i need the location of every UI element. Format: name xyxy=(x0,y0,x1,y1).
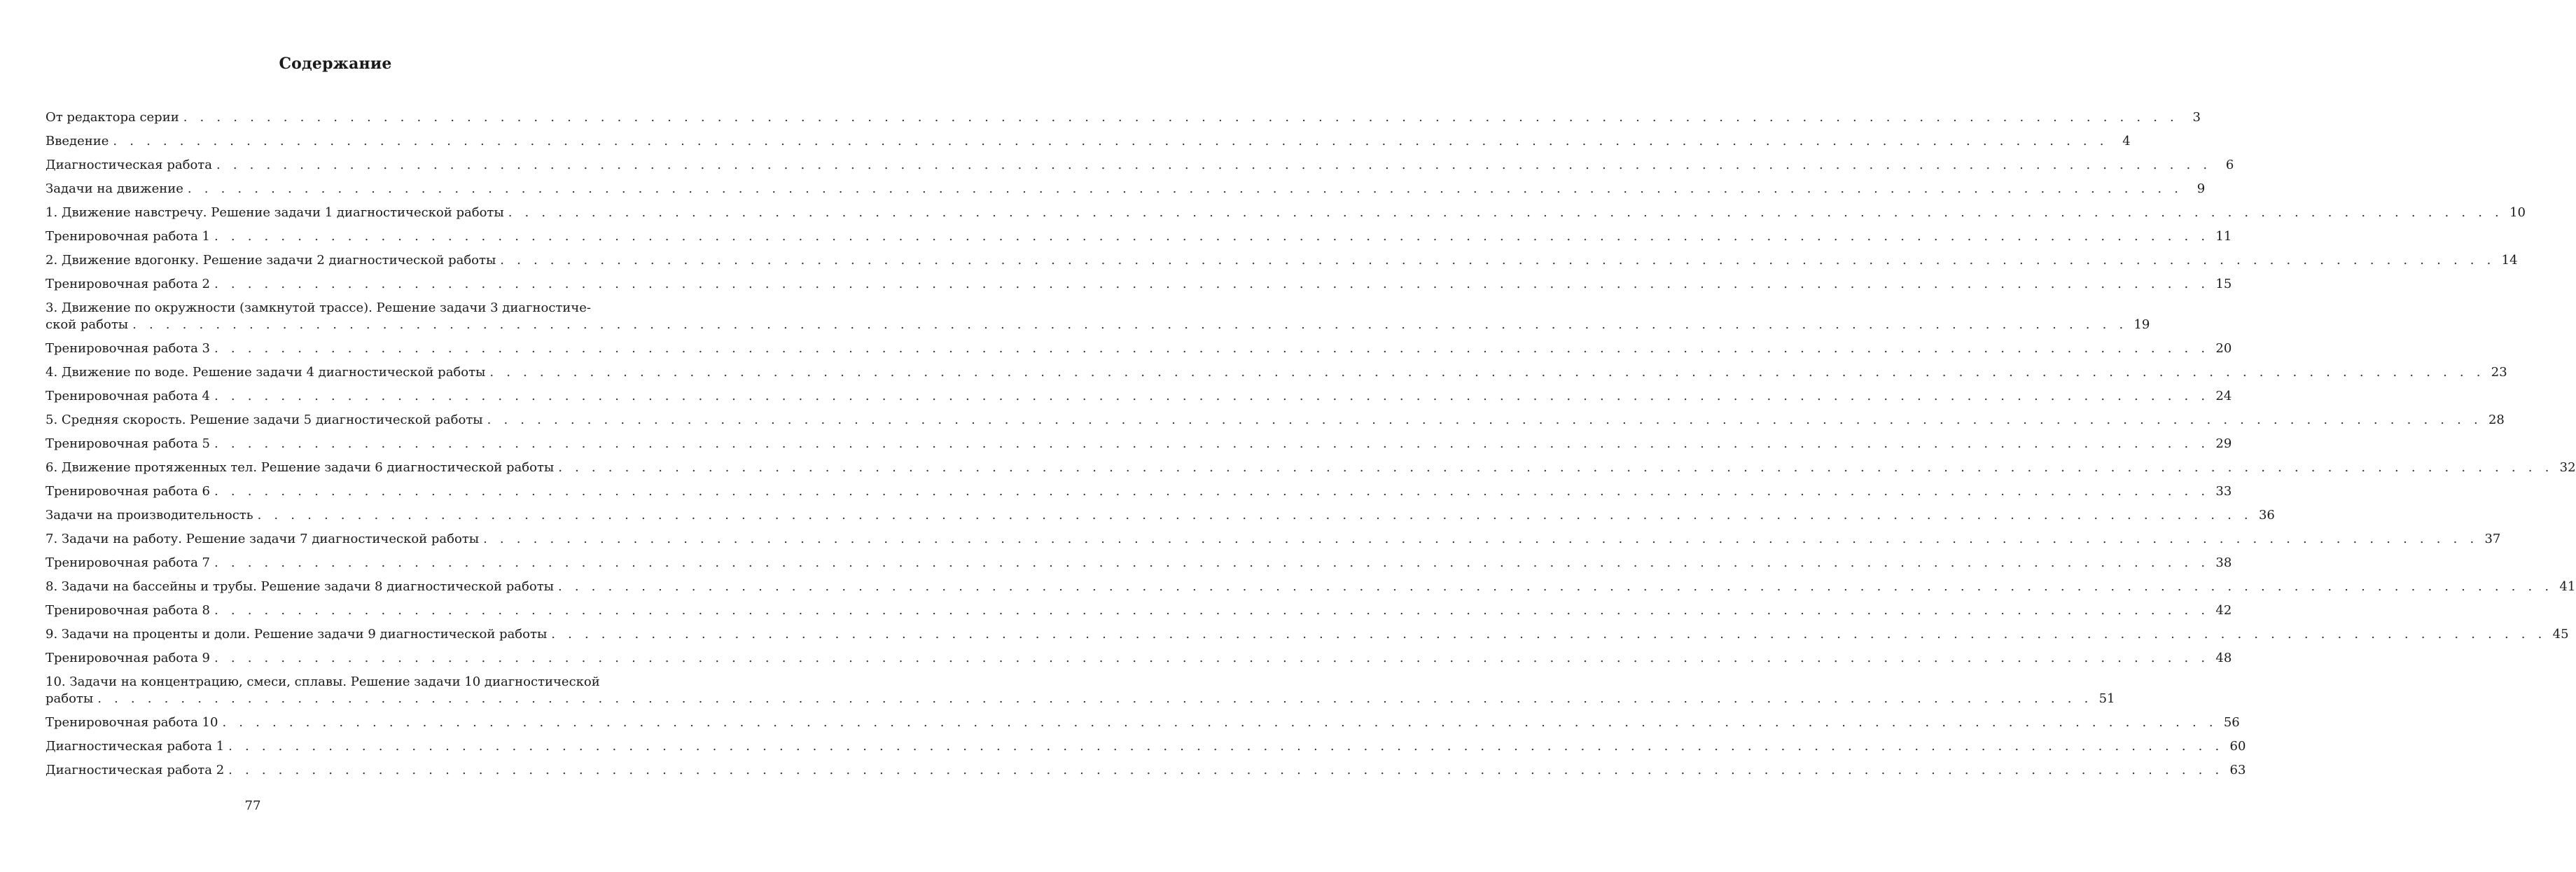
toc-entry-page: 9 xyxy=(2196,181,2206,196)
toc-entry-page: 24 xyxy=(2215,389,2232,403)
toc-entry-title: 6. Движение протяженных тел. Решение задачи 6 диагностической работы xyxy=(46,460,555,475)
dot-leader: . . . . . . . . . . . . . . . . . . . . . . . . . . . . . . . . . . . . . . . . . . . . . . . . . . . . . . . . . . . . . . . . . . . . . . . . . . . . . . . . . . . . . . . . . . . . . . . . . . . . . . . . . . . . . . . . . . . . . . . . xyxy=(257,508,2253,522)
toc-entry-page: 48 xyxy=(2215,651,2232,665)
dot-leader: . . . . . . . . . . . . . . . . . . . . . . . . . . . . . . . . . . . . . . . . . . . . . . . . . . . . . . . . . . . . . . . . . . . . . . . . . . . . . . . . . . . . . . . . . . . . . . . . . . . . . . . . . . . . . . . . . . . . . . . . xyxy=(214,555,2210,570)
dot-leader: . . . . . . . . . . . . . . . . . . . . . . . . . . . . . . . . . . . . . . . . . . . . . . . . . . . . . . . . . . . . . . . . . . . . . . . . . . . . . . . . . . . . . . . . . . . . . . . . . . . . . . . . . . . . . . . . . . . . . . . . xyxy=(214,341,2210,356)
toc-entry xyxy=(46,504,2275,527)
toc-entry-page: 10 xyxy=(2509,205,2526,220)
toc-entry-page: 4 xyxy=(2122,134,2131,148)
dot-leader: . . . . . . . . . . . . . . . . . . . . . . . . . . . . . . . . . . . . . . . . . . . . . . . . . . . . . . . . . . . . . . . . . . . . . . . . . . . . . . . . . . . . . . . . . . . . . . . . . . . . . . . . . . . . . . . . . . . . . . . . xyxy=(214,389,2210,403)
toc-entry-page: 14 xyxy=(2501,253,2518,268)
toc-entry xyxy=(46,599,2232,623)
toc-entry xyxy=(46,646,2232,670)
toc-entry xyxy=(46,153,2234,177)
toc-entry xyxy=(46,249,2518,272)
toc-entry xyxy=(46,623,2569,646)
toc-entry-title: 3. Движение по окружности (замкнутой трассе). Решение задачи 3 диагностиче- xyxy=(46,300,591,315)
toc-entry xyxy=(46,106,2201,130)
toc-entry xyxy=(46,385,2232,408)
toc-entry-title: Тренировочная работа 10 xyxy=(46,715,218,730)
dot-leader: . . . . . . . . . . . . . . . . . . . . . . . . . . . . . . . . . . . . . . . . . . . . . . . . . . . . . . . . . . . . . . . . . . . . . . . . . . . . . . . . . . . . . . . . . . . . . . . . . . . . . . . . . . . . . . . . . . . . . . . . xyxy=(228,763,2224,777)
dot-leader: . . . . . . . . . . . . . . . . . . . . . . . . . . . . . . . . . . . . . . . . . . . . . . . . . . . . . . . . . . . . . . . . . . . . . . . . . . . . . . . . . . . . . . . . . . . . . . . . . . . . . . . . . . . . . . . . . . . . . . . . xyxy=(551,627,2547,642)
toc-entry xyxy=(46,551,2232,575)
toc-entry-title: 7. Задачи на работу. Решение задачи 7 диагностической работы xyxy=(46,532,480,546)
page-title: Содержание xyxy=(279,55,392,73)
table-of-contents xyxy=(46,106,2576,782)
toc-entry xyxy=(46,361,2507,385)
toc-entry-page: 28 xyxy=(2488,413,2505,427)
toc-entry xyxy=(46,527,2501,551)
dot-leader: . . . . . . . . . . . . . . . . . . . . . . . . . . . . . . . . . . . . . . . . . . . . . . . . . . . . . . . . . . . . . . . . . . . . . . . . . . . . . . . . . . . . . . . . . . . . . . . . . . . . . . . . . . . . . . . . . . . . . . . . xyxy=(222,715,2218,730)
toc-entry xyxy=(46,408,2505,432)
toc-entry-title: Диагностическая работа 2 xyxy=(46,763,225,777)
toc-entry-title: Тренировочная работа 4 xyxy=(46,389,211,403)
toc-entry-page: 23 xyxy=(2491,365,2507,380)
toc-entry-title: Тренировочная работа 3 xyxy=(46,341,211,356)
toc-entry-title: 8. Задачи на бассейны и трубы. Решение задачи 8 диагностической работы xyxy=(46,579,554,594)
toc-entry xyxy=(46,670,2115,711)
toc-entry-page: 51 xyxy=(2098,691,2115,706)
dot-leader: . . . . . . . . . . . . . . . . . . . . . . . . . . . . . . . . . . . . . . . . . . . . . . . . . . . . . . . . . . . . . . . . . . . . . . . . . . . . . . . . . . . . . . . . . . . . . . . . . . . . . . . . . . . . . . . . . . . . . . . . xyxy=(558,460,2554,475)
toc-entry-page: 29 xyxy=(2215,436,2232,451)
dot-leader: . . . . . . . . . . . . . . . . . . . . . . . . . . . . . . . . . . . . . . . . . . . . . . . . . . . . . . . . . . . . . . . . . . . . . . . . . . . . . . . . . . . . . . . . . . . . . . . . . . . . . . . . . . . . . . . . . . . . . . . . xyxy=(214,651,2210,665)
toc-entry-title: Тренировочная работа 5 xyxy=(46,436,211,451)
toc-entry-page: 37 xyxy=(2484,532,2501,546)
toc-entry-page: 42 xyxy=(2215,603,2232,618)
dot-leader: . . . . . . . . . . . . . . . . . . . . . . . . . . . . . . . . . . . . . . . . . . . . . . . . . . . . . . . . . . . . . . . . . . . . . . . . . . . . . . . . . . . . . . . . . . . . . . . . . . . . . . . . . . . . . . . . . . . . . . . . xyxy=(214,603,2210,618)
toc-entry-title: Введение xyxy=(46,134,109,148)
toc-entry-title: Диагностическая работа xyxy=(46,158,212,172)
toc-entry-title: 5. Средняя скорость. Решение задачи 5 диагностической работы xyxy=(46,413,483,427)
dot-leader: . . . . . . . . . . . . . . . . . . . . . . . . . . . . . . . . . . . . . . . . . . . . . . . . . . . . . . . . . . . . . . . . . . . . . . . . . . . . . . . . . . . . . . . . . . . . . . . . . . . . . . . . . . . . . . . . . . . . . . . . xyxy=(489,365,2485,380)
toc-entry-title: Тренировочная работа 7 xyxy=(46,555,211,570)
toc-entry-page: 36 xyxy=(2258,508,2275,522)
toc-entry-title: Задачи на производительность xyxy=(46,508,253,522)
toc-entry-page: 38 xyxy=(2215,555,2232,570)
toc-entry-title-continued: ской работы xyxy=(46,317,129,332)
dot-leader: . . . . . . . . . . . . . . . . . . . . . . . . . . . . . . . . . . . . . . . . . . . . . . . . . . . . . . . . . . . . . . . . . . . . . . . . . . . . . . . . . . . . . . . . . . . . . . . . . . . . . . . . . . . . . . . . . . . . . . . . xyxy=(500,253,2495,268)
toc-entry-title: 9. Задачи на проценты и доли. Решение задачи 9 диагностической работы xyxy=(46,627,548,642)
toc-entry xyxy=(46,711,2240,735)
toc-entry xyxy=(46,201,2526,225)
toc-entry-title: 2. Движение вдогонку. Решение задачи 2 диагностической работы xyxy=(46,253,496,268)
toc-entry-title: 10. Задачи на концентрацию, смеси, сплавы. Решение задачи 10 диагностической xyxy=(46,674,600,689)
toc-entry-page: 33 xyxy=(2215,484,2232,499)
toc-entry-page: 32 xyxy=(2559,460,2576,475)
toc-entry-title: От редактора серии xyxy=(46,110,179,125)
toc-entry-page: 56 xyxy=(2223,715,2240,730)
toc-entry xyxy=(46,130,2131,153)
toc-entry-page: 3 xyxy=(2192,110,2201,125)
dot-leader: . . . . . . . . . . . . . . . . . . . . . . . . . . . . . . . . . . . . . . . . . . . . . . . . . . . . . . . . . . . . . . . . . . . . . . . . . . . . . . . . . . . . . . . . . . . . . . . . . . . . . . . . . . . . . . . . . . . . . . . . xyxy=(183,110,2178,125)
toc-entry xyxy=(46,575,2576,599)
toc-entry xyxy=(46,456,2576,480)
toc-entry-page: 60 xyxy=(2229,739,2246,754)
toc-entry-page: 20 xyxy=(2215,341,2232,356)
dot-leader: . . . . . . . . . . . . . . . . . . . . . . . . . . . . . . . . . . . . . . . . . . . . . . . . . . . . . . . . . . . . . . . . . . . . . . . . . . . . . . . . . . . . . . . . . . . . . . . . . . . . . . . . . . . . . . . . . . . . . . . . xyxy=(132,317,2128,332)
toc-entry-title: 1. Движение навстречу. Решение задачи 1 диагностической работы xyxy=(46,205,504,220)
toc-entry xyxy=(46,432,2232,456)
toc-entry xyxy=(46,225,2232,249)
dot-leader: . . . . . . . . . . . . . . . . . . . . . . . . . . . . . . . . . . . . . . . . . . . . . . . . . . . . . . . . . . . . . . . . . . . . . . . . . . . . . . . . . . . . . . . . . . . . . . . . . . . . . . . . . . . . . . . . . . . . . . . . xyxy=(113,134,2108,148)
toc-entry-page: 6 xyxy=(2225,158,2234,172)
toc-entry-page: 19 xyxy=(2133,317,2150,332)
toc-entry xyxy=(46,272,2232,296)
toc-entry xyxy=(46,296,2150,337)
dot-leader: . . . . . . . . . . . . . . . . . . . . . . . . . . . . . . . . . . . . . . . . . . . . . . . . . . . . . . . . . . . . . . . . . . . . . . . . . . . . . . . . . . . . . . . . . . . . . . . . . . . . . . . . . . . . . . . . . . . . . . . . xyxy=(214,229,2210,244)
dot-leader: . . . . . . . . . . . . . . . . . . . . . . . . . . . . . . . . . . . . . . . . . . . . . . . . . . . . . . . . . . . . . . . . . . . . . . . . . . . . . . . . . . . . . . . . . . . . . . . . . . . . . . . . . . . . . . . . . . . . . . . . xyxy=(214,277,2210,291)
toc-entry xyxy=(46,759,2246,782)
toc-entry-page: 45 xyxy=(2552,627,2569,642)
dot-leader: . . . . . . . . . . . . . . . . . . . . . . . . . . . . . . . . . . . . . . . . . . . . . . . . . . . . . . . . . . . . . . . . . . . . . . . . . . . . . . . . . . . . . . . . . . . . . . . . . . . . . . . . . . . . . . . . . . . . . . . . xyxy=(487,413,2482,427)
dot-leader: . . . . . . . . . . . . . . . . . . . . . . . . . . . . . . . . . . . . . . . . . . . . . . . . . . . . . . . . . . . . . . . . . . . . . . . . . . . . . . . . . . . . . . . . . . . . . . . . . . . . . . . . . . . . . . . . . . . . . . . . xyxy=(187,181,2183,196)
dot-leader: . . . . . . . . . . . . . . . . . . . . . . . . . . . . . . . . . . . . . . . . . . . . . . . . . . . . . . . . . . . . . . . . . . . . . . . . . . . . . . . . . . . . . . . . . . . . . . . . . . . . . . . . . . . . . . . . . . . . . . . . xyxy=(216,158,2212,172)
toc-entry xyxy=(46,337,2232,361)
toc-entry-title: Задачи на движение xyxy=(46,181,183,196)
dot-leader: . . . . . . . . . . . . . . . . . . . . . . . . . . . . . . . . . . . . . . . . . . . . . . . . . . . . . . . . . . . . . . . . . . . . . . . . . . . . . . . . . . . . . . . . . . . . . . . . . . . . . . . . . . . . . . . . . . . . . . . . xyxy=(97,691,2093,706)
toc-entry xyxy=(46,480,2232,504)
toc-entry-page: 11 xyxy=(2215,229,2232,244)
toc-entry-title: Тренировочная работа 8 xyxy=(46,603,211,618)
dot-leader: . . . . . . . . . . . . . . . . . . . . . . . . . . . . . . . . . . . . . . . . . . . . . . . . . . . . . . . . . . . . . . . . . . . . . . . . . . . . . . . . . . . . . . . . . . . . . . . . . . . . . . . . . . . . . . . . . . . . . . . . xyxy=(483,532,2479,546)
toc-entry-title: 4. Движение по воде. Решение задачи 4 диагностической работы xyxy=(46,365,486,380)
dot-leader: . . . . . . . . . . . . . . . . . . . . . . . . . . . . . . . . . . . . . . . . . . . . . . . . . . . . . . . . . . . . . . . . . . . . . . . . . . . . . . . . . . . . . . . . . . . . . . . . . . . . . . . . . . . . . . . . . . . . . . . . xyxy=(214,436,2210,451)
toc-entry-page: 41 xyxy=(2559,579,2576,594)
dot-leader: . . . . . . . . . . . . . . . . . . . . . . . . . . . . . . . . . . . . . . . . . . . . . . . . . . . . . . . . . . . . . . . . . . . . . . . . . . . . . . . . . . . . . . . . . . . . . . . . . . . . . . . . . . . . . . . . . . . . . . . . xyxy=(508,205,2503,220)
toc-entry xyxy=(46,177,2206,201)
page-number: 77 xyxy=(244,798,261,813)
toc-entry-title: Тренировочная работа 1 xyxy=(46,229,211,244)
dot-leader: . . . . . . . . . . . . . . . . . . . . . . . . . . . . . . . . . . . . . . . . . . . . . . . . . . . . . . . . . . . . . . . . . . . . . . . . . . . . . . . . . . . . . . . . . . . . . . . . . . . . . . . . . . . . . . . . . . . . . . . . xyxy=(228,739,2224,754)
toc-entry-title-continued: работы xyxy=(46,691,94,706)
toc-entry xyxy=(46,735,2246,759)
toc-entry-title: Тренировочная работа 6 xyxy=(46,484,211,499)
toc-entry-page: 63 xyxy=(2229,763,2246,777)
dot-leader: . . . . . . . . . . . . . . . . . . . . . . . . . . . . . . . . . . . . . . . . . . . . . . . . . . . . . . . . . . . . . . . . . . . . . . . . . . . . . . . . . . . . . . . . . . . . . . . . . . . . . . . . . . . . . . . . . . . . . . . . xyxy=(558,579,2554,594)
toc-entry-title: Диагностическая работа 1 xyxy=(46,739,225,754)
toc-entry-page: 15 xyxy=(2215,277,2232,291)
dot-leader: . . . . . . . . . . . . . . . . . . . . . . . . . . . . . . . . . . . . . . . . . . . . . . . . . . . . . . . . . . . . . . . . . . . . . . . . . . . . . . . . . . . . . . . . . . . . . . . . . . . . . . . . . . . . . . . . . . . . . . . . xyxy=(214,484,2210,499)
toc-entry-title: Тренировочная работа 9 xyxy=(46,651,211,665)
toc-entry-title: Тренировочная работа 2 xyxy=(46,277,211,291)
